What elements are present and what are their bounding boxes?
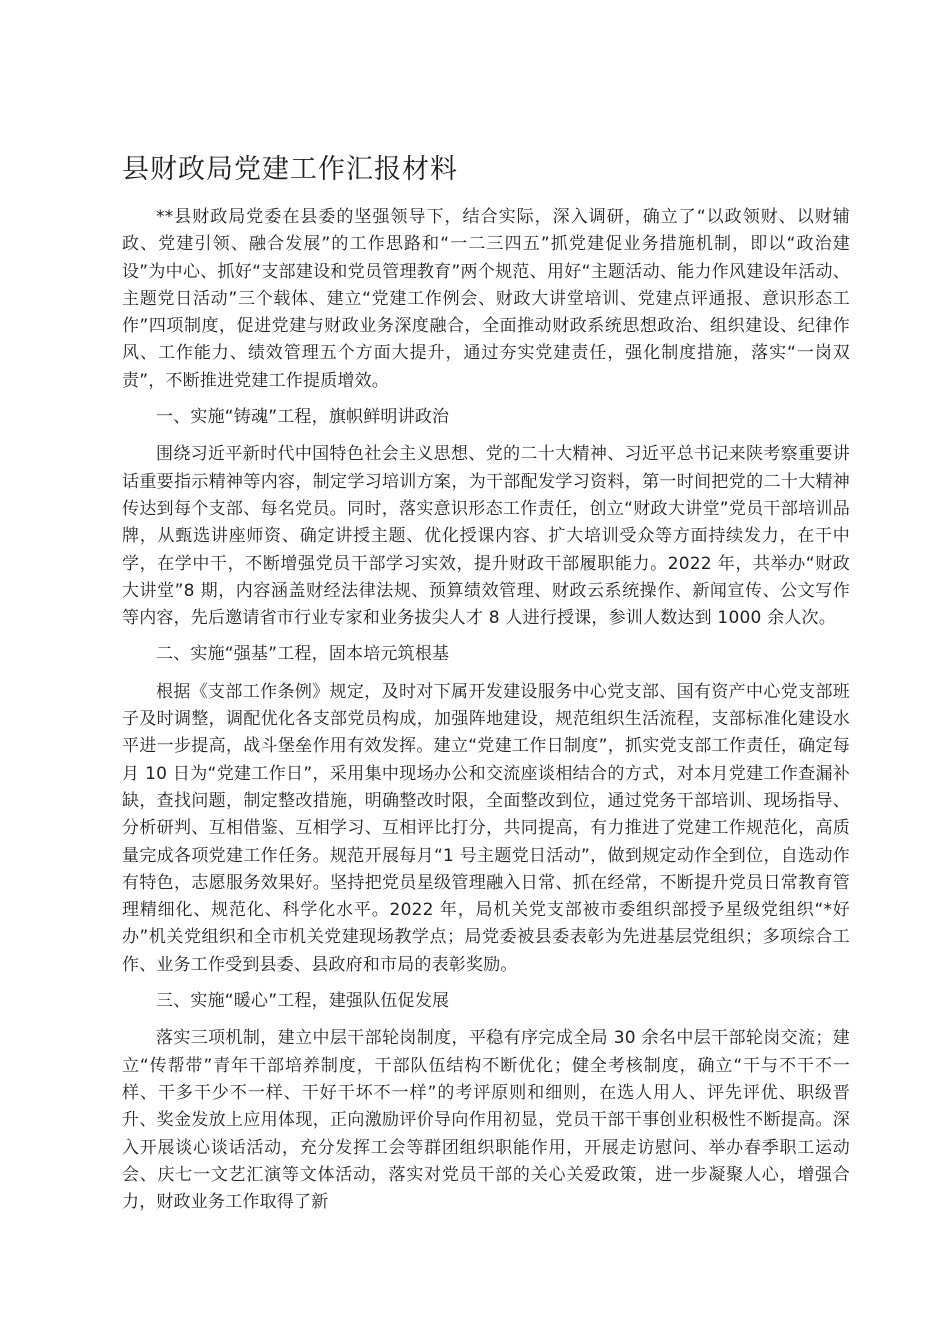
section-body-3: 落实三项机制，建立中层干部轮岗制度，平稳有序完成全局 30 余名中层干部轮岗交流；建立“传帮带”青年干部培养制度，干部队伍结构不断优化；健全考核制度，确立“干与不干不一样、干多干少不一样、干好干坏不一样”的考评原则和细则，在选人用人、评先评优、职级晋升、奖金发放上应用体现，正向激励评价导向作用初显，党员干部干事创业积极性不断提高。深入开展谈心谈话活动，充分发挥工会等群团组织职能作用，开展走访慰问、举办春季职工运动会、庆七一文艺汇演等文体活动，落实对党员干部的关心关爱政策，进一步凝聚人心，增强合力，财政业务工作取得了新 [122, 1028, 850, 1213]
intro-paragraph: **县财政局党委在县委的坚强领导下，结合实际，深入调研，确立了“以政领财、以财辅政、党建引领、融合发展”的工作思路和“一二三四五”抓党建促业务措施机制，即以“政治建设”为中心、抓好“支部建设和党员管理教育”两个规范、用好“主题活动、能力作风建设年活动、主题党日活动”三个载体、建立“党建工作例会、财政大讲堂培训、党建点评通报、意识形态工作”四项制度，促进党建与财政业务深度融合，全面推动财政系统思想政治、组织建设、纪律作风、工作能力、绩效管理五个方面大提升，通过夯实党建责任，强化制度措施，落实“一岗双责”，不断推进党建工作提质增效。 [122, 207, 850, 391]
document-title: 县财政局党建工作汇报材料 [122, 154, 458, 185]
section-heading-1: 一、实施“铸魂”工程，旗帜鲜明讲政治 [156, 407, 450, 428]
document-body [122, 204, 850, 1216]
section-heading-2: 二、实施“强基”工程，固本培元筑根基 [156, 644, 450, 665]
section-body-1: 围绕习近平新时代中国特色社会主义思想、党的二十大精神、习近平总书记来陕考察重要讲话重要指示精神等内容，制定学习培训方案，为干部配发学习资料，第一时间把党的二十大精神传达到每个支部、每名党员。同时，落实意识形态工作责任，创立“财政大讲堂”党员干部培训品牌，从甄选讲座师资、确定讲授主题、优化授课内容、扩大培训受众等方面持续发力，在干中学，在学中干，不断增强党员干部学习实效，提升财政干部履职能力。2022 年，共举办“财政大讲堂”8 期，内容涵盖财经法律法规、预算绩效管理、财政云系统操作、新闻宣传、公文写作等内容，先后邀请省市行业专家和业务拔尖人才 8 人进行授课，参训人数达到 1000 余人次。 [122, 444, 850, 629]
section-heading-3: 三、实施“暖心”工程，建强队伍促发展 [156, 991, 450, 1012]
section-body-2: 根据《支部工作条例》规定，及时对下属开发建设服务中心党支部、国有资产中心党支部班子及时调整，调配优化各支部党员构成，加强阵地建设，规范组织生活流程，支部标准化建设水平进一步提高，战斗堡垒作用有效发挥。建立“党建工作日制度”，抓实党支部工作责任，确定每月 10 日为“党建工作日”，采用集中现场办公和交流座谈相结合的方式，对本月党建工作查漏补缺，查找问题，制定整改措施，明确整改时限，全面整改到位，通过党务干部培训、现场指导、分析研判、互相借鉴、互相学习、互相评比打分，共同提高，有力推进了党建工作规范化，高质量完成各项党建工作任务。规范开展每月“1 号主题党日活动”，做到规定动作全到位，自选动作有特色，志愿服务效果好。坚持把党员星级管理融入日常、抓在经常，不断提升党员日常教育管理精细化、规范化、科学化水平。2022 年，局机关党支部被市委组织部授予星级党组织“*好办”机关党组织和全市机关党建现场教学点；局党委被县委表彰为先进基层党组织；多项综合工作、业务工作受到县委、县政府和市局的表彰奖励。 [122, 681, 850, 975]
